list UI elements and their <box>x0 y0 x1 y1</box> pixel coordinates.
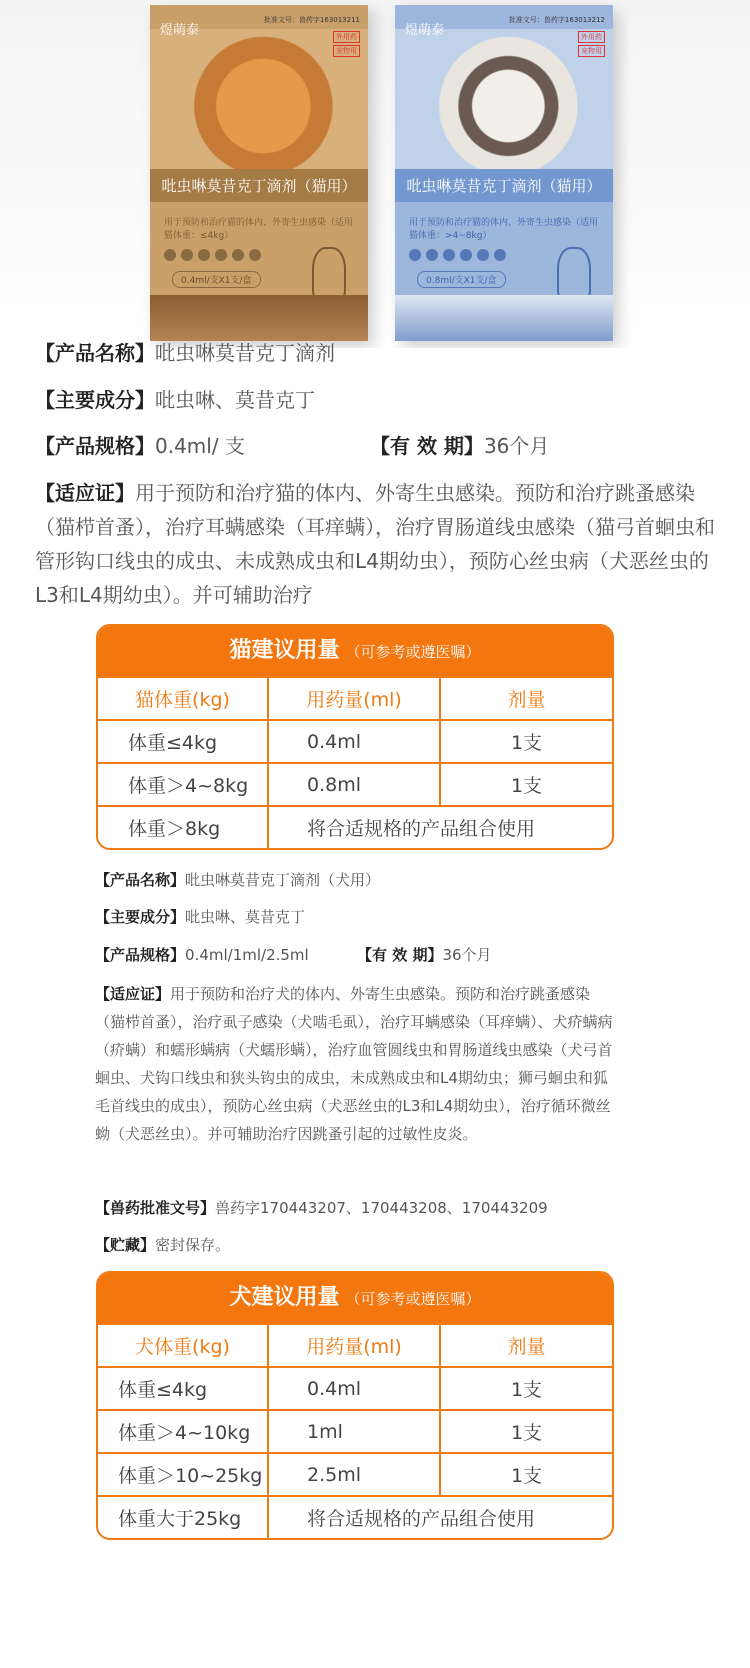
product-box-cat-small <box>150 5 368 341</box>
brand-logo: 煜萌泰 <box>405 23 445 38</box>
box-spec: 0.4ml/支X1支/盒 <box>172 271 261 288</box>
dog-table-title: 犬建议用量 （可参考或遵医嘱） <box>98 1273 612 1323</box>
table-row: 体重大于25kg 将合适规格的产品组合使用 <box>98 1496 612 1538</box>
parasite-icons <box>164 249 284 263</box>
cat-expiry: 【有 效 期】36个月 <box>370 434 550 458</box>
dog-ingredient: 【主要成分】吡虫啉、莫昔克丁 <box>95 908 306 926</box>
approval-number: 批准文号：兽药字163013211 <box>263 16 360 24</box>
cat-outline-icon <box>557 247 591 301</box>
dog-product-name: 【产品名称】吡虫啉莫昔克丁滴剂（犬用） <box>95 871 381 889</box>
cat-spec-expiry <box>35 429 715 463</box>
parasite-icons <box>409 249 529 263</box>
dog-dosage-table <box>96 1271 614 1540</box>
tag-pet: 宠物用 <box>333 45 360 57</box>
dog-expiry: 【有 效 期】36个月 <box>357 946 492 964</box>
box-product-name: 吡虫啉莫昔克丁滴剂（猫用） <box>150 169 368 202</box>
box-spec: 0.8ml/支X1支/盒 <box>417 271 506 288</box>
table-row: 体重＞4~10kg 1ml 1支 <box>98 1410 612 1453</box>
dog-storage: 【贮藏】密封保存。 <box>95 1236 231 1254</box>
table-row: 体重≤4kg 0.4ml 1支 <box>98 1367 612 1410</box>
tag-pet: 宠物用 <box>578 45 605 57</box>
dog-approval: 【兽药批准文号】兽药字170443207、170443208、170443209 <box>95 1199 548 1217</box>
cat-product-name: 【产品名称】吡虫啉莫昔克丁滴剂 <box>35 341 335 365</box>
product-box-cat-large <box>395 5 613 341</box>
cat-dosage-table <box>96 624 614 850</box>
cat-table-title: 猫建议用量 （可参考或遵医嘱） <box>98 626 612 676</box>
table-row: 体重＞10~25kg 2.5ml 1支 <box>98 1453 612 1496</box>
table-header-row: 犬体重(kg) 用药量(ml) 剂量 <box>98 1324 612 1367</box>
approval-number: 批准文号：兽药字163013212 <box>508 16 605 24</box>
cat-outline-icon <box>312 247 346 301</box>
tag-external: 外用药 <box>333 31 360 43</box>
box-wave-decoration <box>395 295 613 341</box>
brand-logo: 煜萌泰 <box>160 23 200 38</box>
dog-spec-expiry <box>95 941 615 969</box>
box-description: 用于预防和治疗猫的体内、外寄生虫感染（适用猫体重：≤4kg） <box>164 218 354 241</box>
table-row: 体重≤4kg 0.4ml 1支 <box>98 720 612 763</box>
table-row: 体重＞4~8kg 0.8ml 1支 <box>98 763 612 806</box>
product-hero <box>0 0 750 348</box>
box-product-name: 吡虫啉莫昔克丁滴剂（猫用） <box>395 169 613 202</box>
box-description: 用于预防和治疗猫的体内、外寄生虫感染（适用猫体重：>4~8kg） <box>409 218 599 241</box>
tag-external: 外用药 <box>578 31 605 43</box>
cat-spec: 【产品规格】0.4ml/ 支 <box>35 434 245 458</box>
cat-indication: 【适应证】用于预防和治疗猫的体内、外寄生虫感染。预防和治疗跳蚤感染（猫栉首蚤），治疗耳螨感染（耳痒螨），治疗胃肠道线虫感染（猫弓首蛔虫和管形钩口线虫的成虫、未成熟成虫和L4期幼虫），预防心丝虫病（犬恶丝虫的L3和L4期幼虫）。并可辅助治疗 <box>35 481 715 607</box>
table-row: 体重＞8kg 将合适规格的产品组合使用 <box>98 806 612 848</box>
dog-indication: 【适应证】用于预防和治疗犬的体内、外寄生虫感染。预防和治疗跳蚤感染（猫栉首蚤），治疗虱子感染（犬啮毛虱），治疗耳螨感染（耳痒螨）、犬疥螨病（疥螨）和蠕形螨病（犬蠕形螨），治疗血管圆线虫和胃肠道线虫感染（犬弓首蛔虫、犬钩口线虫和狭头钩虫的成虫，未成熟成虫和L4期幼虫；狮弓蛔虫和狐毛首线虫的成虫），预防心丝虫病（犬恶丝虫的L3和L4期幼虫），治疗循环微丝蚴（犬恶丝虫）。并可辅助治疗因跳蚤引起的过敏性皮炎。 <box>95 985 613 1143</box>
dog-spec: 【产品规格】0.4ml/1ml/2.5ml <box>95 946 309 964</box>
cat-ingredient: 【主要成分】吡虫啉、莫昔克丁 <box>35 388 315 412</box>
table-header-row: 猫体重(kg) 用药量(ml) 剂量 <box>98 677 612 720</box>
box-wave-decoration <box>150 295 368 341</box>
